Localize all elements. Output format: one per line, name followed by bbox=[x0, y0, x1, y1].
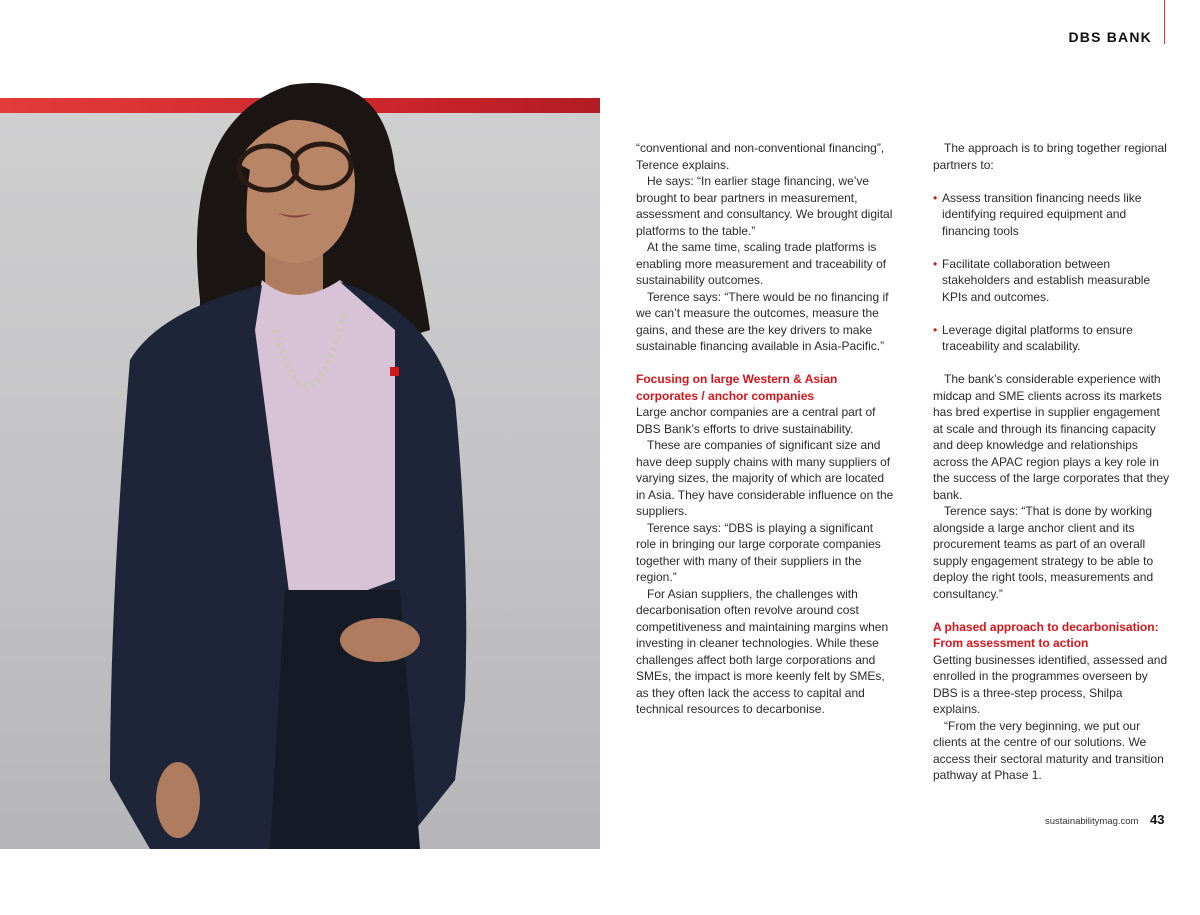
page-number: 43 bbox=[1150, 812, 1165, 827]
portrait-photo bbox=[0, 113, 600, 914]
bullet-item: • Leverage digital platforms to ensure traceability and scalability. bbox=[933, 322, 1173, 355]
section-heading: Focusing on large Western & Asian corporates / anchor companies bbox=[636, 372, 838, 403]
paragraph: Terence says: “There would be no financing if we can’t measure the outcomes, measure the gains, and these are the key drivers to make sustainable financing available in Asia-Pacific.” bbox=[636, 289, 889, 353]
footer-website: sustainabilitymag.com bbox=[1045, 816, 1139, 827]
article-column-1 bbox=[636, 140, 894, 718]
paragraph: The bank’s considerable experience with midcap and SME clients across its markets has bred expertise in supplier engagement at scale and through its financing capacity and deep knowledge and relationships across the APAC region plays a key role in the success of the large corporates that they bank. bbox=[933, 372, 1170, 502]
paragraph: “From the very beginning, we put our clients at the centre of our solutions. We access their sectoral maturity and transition pathway at Phase 1. bbox=[933, 718, 1164, 782]
paragraph: Terence says: “That is done by working alongside a large anchor client and its procurement teams as part of an overall supply engagement strategy to be able to deploy the right tools, measurements and consultancy.” bbox=[933, 504, 1154, 601]
paragraph: Large anchor companies are a central part of DBS Bank’s efforts to drive sustainability. bbox=[636, 405, 876, 436]
paragraph: “conventional and non-conventional financing”, Terence explains. bbox=[636, 141, 885, 172]
paragraph: He says: “In earlier stage financing, we’ve brought to bear partners in measurement, assessment and consultancy. We brought digital platforms to the table.” bbox=[636, 174, 893, 238]
paragraph: These are companies of significant size and have deep supply chains with many suppliers of varying sizes, the majority of which are located in Asia. They have considerable influence on the suppliers. bbox=[636, 438, 894, 518]
article-column-2 bbox=[933, 140, 1173, 784]
section-heading: A phased approach to decarbonisation: From assessment to action bbox=[933, 619, 1159, 650]
photo-caption: Shilpa Gulrajani, Head of Sustainable Finance, DBS Bank bbox=[30, 880, 126, 914]
bullet-item: • Facilitate collaboration between stakeholders and establish measurable KPIs and outcomes. bbox=[933, 256, 1173, 306]
paragraph: Getting businesses identified, assessed and enrolled in the programmes overseen by DBS is a three-step process, Shilpa explains. bbox=[933, 652, 1168, 716]
brand-label: DBS BANK bbox=[1068, 29, 1152, 45]
paragraph: At the same time, scaling trade platforms is enabling more measurement and traceability of sustainability outcomes. bbox=[636, 240, 887, 287]
paragraph: Terence says: “DBS is playing a significant role in bringing our large corporate companies together with many of their suppliers in the region.” bbox=[636, 520, 881, 584]
bullet-item: • Assess transition financing needs like identifying required equipment and financing tools bbox=[933, 190, 1173, 240]
paragraph: For Asian suppliers, the challenges with decarbonisation often revolve around cost competitiveness and maintaining margins when investing in cleaner technologies. While these challenges affect both large corporations and SMEs, the impact is more keenly felt by SMEs, as they often lack the access to capital and technical resources to decarbonise. bbox=[636, 586, 889, 716]
header-divider bbox=[1164, 0, 1165, 44]
paragraph: The approach is to bring together regional partners to: bbox=[933, 141, 1167, 172]
portrait-illustration bbox=[0, 0, 600, 849]
